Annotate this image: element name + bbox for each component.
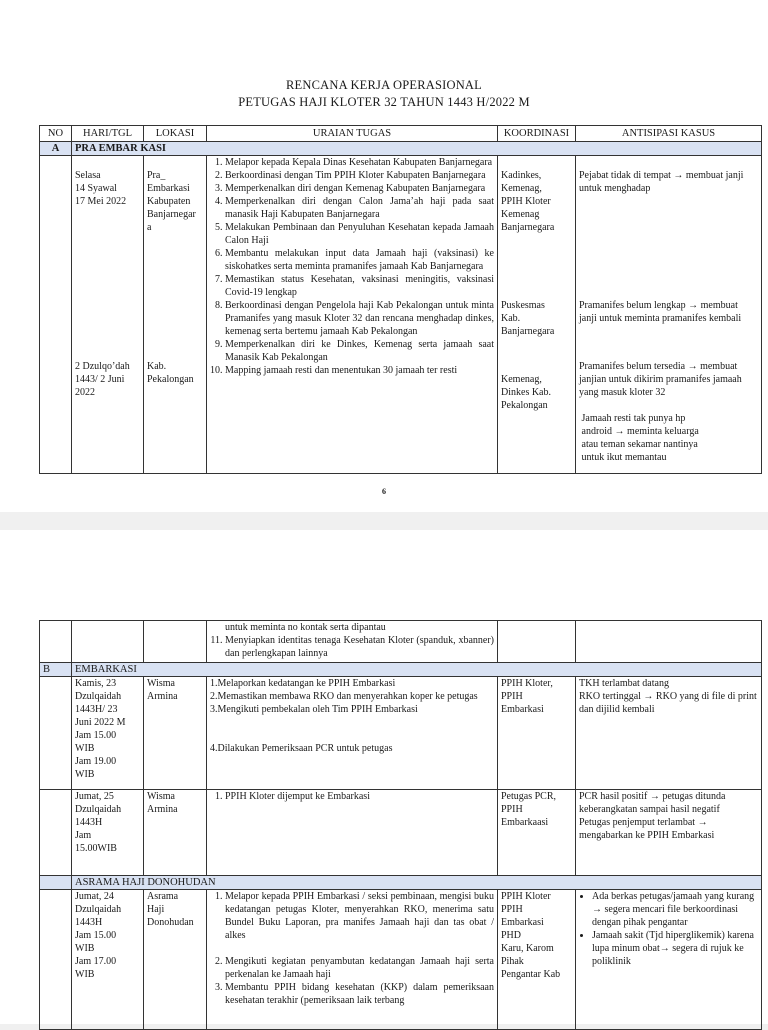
task-list bbox=[210, 156, 494, 377]
section-letter: A bbox=[40, 142, 72, 156]
coordination-cell: Petugas PCR, PPIH Embarkaasi bbox=[498, 790, 576, 876]
anticipation-text: Pejabat tidak di tempat → membuat janji untuk menghadap bbox=[579, 170, 744, 194]
row-number-cell bbox=[40, 677, 72, 790]
location-cell bbox=[144, 621, 207, 663]
col-header-coordination: KOORDINASI bbox=[498, 126, 576, 142]
location-cell: Wisma Armina bbox=[144, 677, 207, 790]
task-item: 1. PPIH Kloter dijemput ke Embarkasi bbox=[225, 790, 494, 803]
section-letter: B bbox=[40, 663, 72, 677]
task-item: 5. Melakukan Pembinaan dan Penyuluhan Kesehatan kepada Jamaah Calon Haji bbox=[225, 221, 494, 247]
section-row-b bbox=[40, 663, 762, 677]
task-item: 4. Memperkenalkan diri dengan Calon Jama’ah haji pada saat manasik Haji Kabupaten Banjarnegara bbox=[225, 195, 494, 221]
location-text: Pra_ Embarkasi Kabupaten Banjarnegar a bbox=[147, 170, 196, 233]
task-item: 3.Mengikuti pembekalan oleh Tim PPIH Embarkasi bbox=[210, 704, 418, 715]
col-header-no: NO bbox=[40, 126, 72, 142]
rko-table-page-1 bbox=[39, 125, 762, 474]
section-name: ASRAMA HAJI DONOHUDAN bbox=[72, 876, 762, 890]
tasks-cell bbox=[207, 790, 498, 876]
tasks-cell bbox=[207, 677, 498, 790]
task-item: 1. Melapor kepada PPIH Embarkasi / seksi pembinaan, mengisi buku kedatangan petugas Kloter, menyerahkan RKO, menerima satu Bundel Buku Laporan, pra manifes Jamaah haji dan tas obat / alkes bbox=[225, 890, 494, 942]
anticipation-item: • Ada berkas petugas/jamaah yang kurang → segera mencari file berkoordinasi dengan pihak pengantar bbox=[592, 890, 758, 929]
rko-table-page-2 bbox=[39, 620, 762, 1030]
task-list bbox=[210, 790, 494, 803]
date-text: Selasa 14 Syawal 17 Mei 2022 bbox=[75, 170, 127, 207]
anticipation-cell bbox=[576, 621, 762, 663]
section-row-a bbox=[40, 142, 762, 156]
task-item: 6. Membantu melakukan input data Jamaah haji (vaksinasi) ke siskohatkes serta meminta pramanifes jamaah Kab Banjarnegara bbox=[225, 247, 494, 273]
row-number-cell bbox=[40, 156, 72, 474]
location-cell: Asrama Haji Donohudan bbox=[144, 890, 207, 1030]
anticipation-cell: PCR hasil positif → petugas ditunda keberangkatan sampai hasil negatif Petugas penjemput terlambat → mengabarkan ke PPIH Embarkasi bbox=[576, 790, 762, 876]
task-item: 9. Memperkenalkan diri ke Dinkes, Kemenag serta jamaah saat Manasik Kab Pekalongan bbox=[225, 338, 494, 364]
section-name: PRA EMBAR KASI bbox=[72, 142, 762, 156]
anticipation-cell: TKH terlambat datang RKO tertinggal → RKO yang di file di print dan dijilid kembali bbox=[576, 677, 762, 790]
tasks-cell bbox=[207, 890, 498, 1030]
date-text: 2 Dzulqo’dah 1443/ 2 Juni 2022 bbox=[75, 361, 130, 398]
document-title: RENCANA KERJA OPERASIONAL bbox=[286, 78, 482, 92]
task-item: 10. Mapping jamaah resti dan menentukan 30 jamaah ter resti bbox=[225, 364, 494, 377]
coordination-text: Kemenag, Dinkes Kab. Pekalongan bbox=[501, 374, 551, 411]
date-cell bbox=[72, 156, 144, 474]
location-cell: Wisma Armina bbox=[144, 790, 207, 876]
table-row bbox=[40, 621, 762, 663]
tasks-cell bbox=[207, 156, 498, 474]
coordination-cell: PPIH Kloter PPIH Embarkasi PHD Karu, Karom Pihak Pengantar Kab bbox=[498, 890, 576, 1030]
document-subtitle: PETUGAS HAJI KLOTER 32 TAHUN 1443 H/2022 M bbox=[238, 95, 530, 109]
task-item: 7. Memastikan status Kesehatan, vaksinasi meningitis, vaksinasi Covid-19 lengkap bbox=[225, 273, 494, 299]
document-page-1 bbox=[0, 0, 768, 512]
task-item: 1. Melapor kepada Kepala Dinas Kesehatan Kabupaten Banjarnegara bbox=[225, 156, 494, 169]
table-header-row bbox=[40, 126, 762, 142]
anticipation-cell bbox=[576, 890, 762, 1030]
coordination-cell bbox=[498, 621, 576, 663]
task-item: 4.Dilakukan Pemeriksaan PCR untuk petugas bbox=[210, 743, 393, 754]
page-number: 6 bbox=[382, 487, 386, 496]
task-item: 8. Berkoordinasi dengan Pengelola haji Kab Pekalongan untuk minta Pramanifes yang masuk Kloter 32 dan rencana menghadap dinkes, kemenag serta bertemu jamaah Kab Pekalongan bbox=[225, 299, 494, 338]
task-list bbox=[210, 634, 494, 660]
anticipation-text: Jamaah resti tak punya hp android → meminta keluarga atau teman sekamar nantinya untuk ikut memantau bbox=[581, 413, 699, 463]
table-row bbox=[40, 677, 762, 790]
date-cell: Jumat, 25 Dzulqaidah 1443H Jam 15.00WIB bbox=[72, 790, 144, 876]
task-item: 3. Memperkenalkan diri dengan Kemenag Kabupaten Banjarnegara bbox=[225, 182, 494, 195]
col-header-anticipation: ANTISIPASI KASUS bbox=[576, 126, 762, 142]
row-number-cell bbox=[40, 790, 72, 876]
document-page-2 bbox=[0, 530, 768, 1024]
coordination-text: Kadinkes, Kemenag, PPIH Kloter Kemenag Banjarnegara bbox=[501, 170, 555, 233]
task-item: 2. Mengikuti kegiatan penyambutan kedatangan Jamaah haji serta perkenalan ke Jamaah haji bbox=[225, 955, 494, 981]
coordination-cell bbox=[498, 156, 576, 474]
task-item: 2.Memastikan membawa RKO dan menyerahkan koper ke petugas bbox=[210, 691, 478, 702]
col-header-location: LOKASI bbox=[144, 126, 207, 142]
anticipation-list bbox=[579, 890, 758, 968]
table-row bbox=[40, 156, 762, 474]
anticipation-text: Pramanifes belum lengkap → membuat janji untuk meminta pramanifes kembali bbox=[579, 300, 742, 324]
coordination-cell: PPIH Kloter, PPIH Embarkasi bbox=[498, 677, 576, 790]
task-item: 3. Membantu PPIH bidang kesehatan (KKP) dalam pemeriksaan kesehatan terakhir (pemeriksaan laik terbang bbox=[225, 981, 494, 1007]
date-cell: Jumat, 24 Dzulqaidah 1443H Jam 15.00 WIB Jam 17.00 WIB bbox=[72, 890, 144, 1030]
task-continuation: untuk meminta no kontak serta dipantau bbox=[225, 622, 386, 633]
row-number-cell bbox=[40, 621, 72, 663]
table-row bbox=[40, 890, 762, 1030]
location-text: Kab. Pekalongan bbox=[147, 361, 194, 385]
col-header-date: HARI/TGL bbox=[72, 126, 144, 142]
location-cell bbox=[144, 156, 207, 474]
anticipation-item: • Jamaah sakit (Tjd hiperglikemik) karena lupa minum obat→ segera di rujuk ke poliklinik bbox=[592, 929, 758, 968]
row-number-cell bbox=[40, 890, 72, 1030]
date-cell bbox=[72, 621, 144, 663]
task-item: 1.Melaporkan kedatangan ke PPIH Embarkasi bbox=[210, 678, 396, 689]
col-header-tasks: URAIAN TUGAS bbox=[207, 126, 498, 142]
anticipation-cell bbox=[576, 156, 762, 474]
section-letter bbox=[40, 876, 72, 890]
section-row-asrama bbox=[40, 876, 762, 890]
anticipation-text: Pramanifes belum tersedia → membuat janjian untuk dikirim pramanifes jamaah yang masuk kloter 32 bbox=[579, 361, 742, 398]
coordination-text: Puskesmas Kab. Banjarnegara bbox=[501, 300, 555, 337]
section-name: EMBARKASI bbox=[72, 663, 762, 677]
task-item: 2. Berkoordinasi dengan Tim PPIH Kloter Kabupaten Banjarnegara bbox=[225, 169, 494, 182]
task-list bbox=[210, 890, 494, 1007]
table-row bbox=[40, 790, 762, 876]
task-item: 11. Menyiapkan identitas tenaga Kesehatan Kloter (spanduk, xbanner) dan perlengkapan lainnya bbox=[225, 634, 494, 660]
date-cell: Kamis, 23 Dzulqaidah 1443H/ 23 Juni 2022 M Jam 15.00 WIB Jam 19.00 WIB bbox=[72, 677, 144, 790]
tasks-cell bbox=[207, 621, 498, 663]
